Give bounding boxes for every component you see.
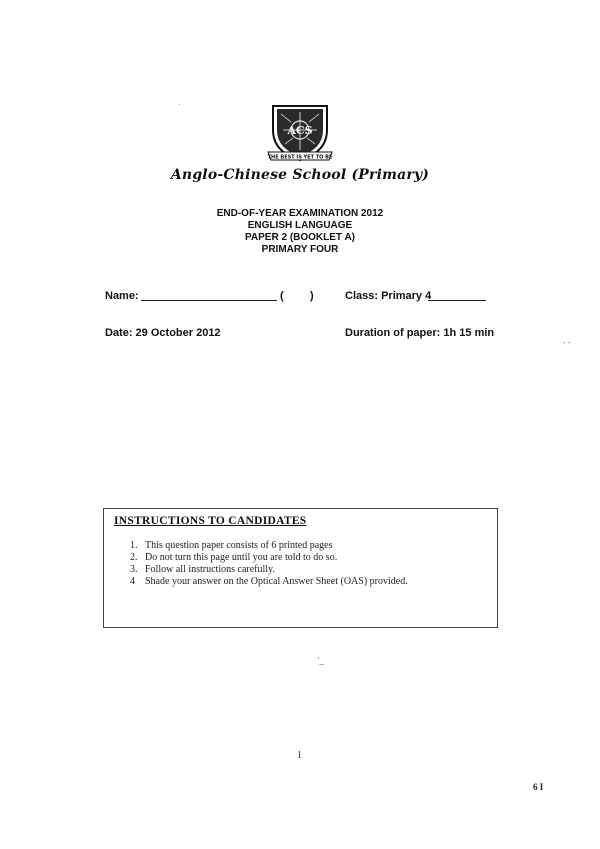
exam-subject: ENGLISH LANGUAGE — [247, 220, 353, 231]
class-label: Class: Primary 4 — [345, 290, 432, 302]
scan-speck: - - — [563, 338, 571, 347]
exam-header — [150, 208, 450, 256]
index-number-close-paren: ) — [310, 290, 314, 302]
instructions-list — [130, 540, 408, 588]
school-name: Anglo-Chinese School (Primary) — [170, 167, 430, 183]
date-label: Date: 29 October 2012 — [105, 327, 221, 339]
crest-motto: THE BEST IS YET TO BE — [267, 154, 333, 161]
crest-initials: ACS — [287, 124, 313, 137]
instruction-item: 2. Do not turn this page until you are told to do so. — [130, 552, 338, 563]
name-label: Name: — [105, 290, 139, 302]
duration-label: Duration of paper: 1h 15 min — [345, 327, 495, 339]
class-field-line[interactable] — [428, 300, 486, 301]
exam-level: PRIMARY FOUR — [261, 244, 339, 255]
instruction-item: 3. Follow all instructions carefully. — [130, 564, 275, 575]
school-crest-logo — [265, 100, 335, 166]
scan-speck: '_ — [318, 656, 324, 665]
exam-title: END-OF-YEAR EXAMINATION 2012 — [216, 208, 384, 219]
instruction-item: 1. This question paper consists of 6 printed pages — [130, 540, 333, 551]
scan-speck: · — [178, 100, 181, 109]
instructions-box — [103, 508, 498, 628]
corner-mark: 6 I — [533, 782, 544, 792]
exam-paper: PAPER 2 (BOOKLET A) — [244, 232, 355, 243]
name-field-line[interactable] — [141, 300, 277, 301]
page-number: 1 — [297, 750, 302, 761]
instruction-item: 4 Shade your answer on the Optical Answer Sheet (OAS) provided. — [130, 576, 408, 587]
index-number-open-paren: ( — [280, 290, 284, 302]
instructions-title: INSTRUCTIONS TO CANDIDATES — [114, 515, 307, 527]
